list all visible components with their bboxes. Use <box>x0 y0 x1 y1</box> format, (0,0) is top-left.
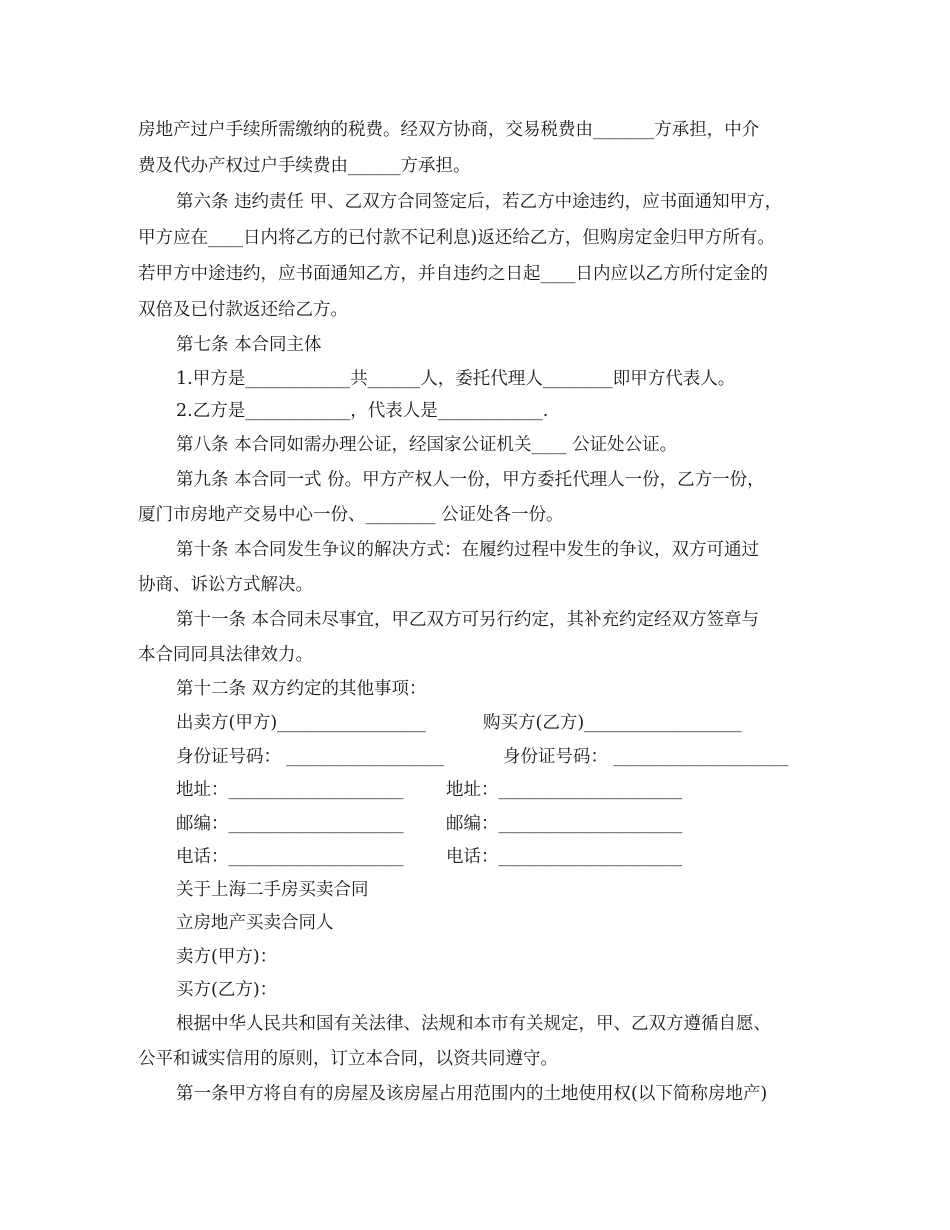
seller-phone-field: 电话：____________________ <box>176 847 404 867</box>
buyer-phone-field: 电话：_____________________ <box>446 847 683 867</box>
text-line: 第一条甲方将自有的房屋及该房屋占用范围内的土地使用权(以下简称房地产) <box>176 1084 768 1104</box>
text-line: 双倍及已付款返还给乙方。 <box>138 300 348 320</box>
text-line: 若甲方中途违约，应书面通知乙方，并自违约之日起____日内应以乙方所付定金的 <box>138 264 768 284</box>
seller-id-field: 身份证号码： __________________ <box>176 747 445 767</box>
section-title: 关于上海二手房买卖合同 <box>176 880 369 900</box>
text-line: 1.甲方是____________共______人，委托代理人________即甲方代表人。 <box>176 369 736 389</box>
text-line: 第八条 本合同如需办理公证，经国家公证机关____ 公证处公证。 <box>176 435 678 455</box>
text-line: 本合同同具法律效力。 <box>138 645 313 665</box>
text-line: 根据中华人民共和国有关法律、法规和本市有关规定，甲、乙双方遵循自愿、 <box>176 1014 771 1034</box>
text-line: 2.乙方是____________，代表人是____________. <box>176 401 549 421</box>
seller-field: 出卖方(甲方)_________________ <box>176 713 426 733</box>
seller-postcode-field: 邮编：____________________ <box>176 814 404 834</box>
buyer-postcode-field: 邮编：_____________________ <box>446 814 683 834</box>
text-line: 第十条 本合同发生争议的解决方式：在履约过程中发生的争议，双方可通过 <box>176 540 760 560</box>
text-line: 甲方应在____日内将乙方的已付款不记利息)返还给乙方，但购房定金归甲方所有。 <box>138 228 775 248</box>
text-line: 费及代办产权过户手续费由______方承担。 <box>138 156 471 176</box>
text-line: 第九条 本合同一式 份。甲方产权人一份，甲方委托代理人一份，乙方一份， <box>176 470 765 490</box>
text-line: 第十一条 本合同未尽事宜，甲乙双方可另行约定，其补充约定经双方签章与 <box>176 610 760 630</box>
seller-address-field: 地址：____________________ <box>176 780 404 800</box>
text-line: 买方(乙方)： <box>176 980 278 1000</box>
text-line: 厦门市房地产交易中心一份、________ 公证处各一份。 <box>138 505 564 525</box>
buyer-address-field: 地址：_____________________ <box>446 780 683 800</box>
text-line: 立房地产买卖合同人 <box>176 913 334 933</box>
text-line: 房地产过户手续所需缴纳的税费。经双方协商，交易税费由_______方承担，中介 <box>138 120 760 140</box>
buyer-field: 购买方(乙方)__________________ <box>483 713 742 733</box>
buyer-id-field: 身份证号码： ____________________ <box>503 747 789 767</box>
text-line: 第七条 本合同主体 <box>176 335 322 355</box>
text-line: 卖方(甲方)： <box>176 947 278 967</box>
text-line: 第六条 违约责任 甲、乙双方合同签定后，若乙方中途违约，应书面通知甲方， <box>176 192 783 212</box>
text-line: 第十二条 双方约定的其他事项： <box>176 679 427 699</box>
text-line: 公平和诚实信用的原则，订立本合同，以资共同遵守。 <box>138 1049 558 1069</box>
text-line: 协商、诉讼方式解决。 <box>138 575 313 595</box>
